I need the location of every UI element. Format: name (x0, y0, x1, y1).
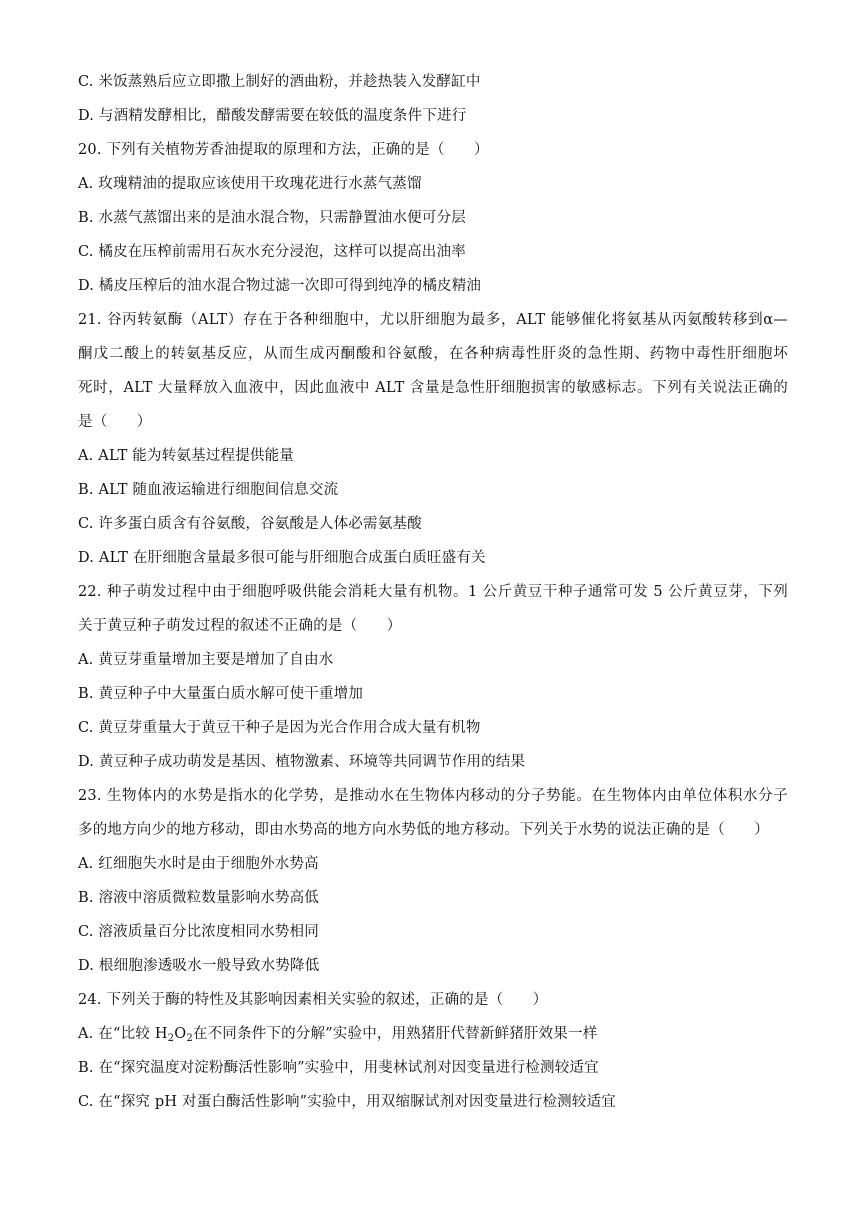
question-21-stem-line1: 21. 谷丙转氨酶（ALT）存在于各种细胞中，尤以肝细胞为最多，ALT 能够催化将氨基从丙氨酸转移到α— (78, 312, 788, 328)
option-22c: C. 黄豆芽重量大于黄豆干种子是因为光合作用合成大量有机物 (78, 720, 481, 736)
option-20d: D. 橘皮压榨后的油水混合物过滤一次即可得到纯净的橘皮精油 (78, 278, 482, 294)
question-23-stem-line1: 23. 生物体内的水势是指水的化学势，是推动水在生物体内移动的分子势能。在生物体内由单位体积水分子 (78, 788, 788, 804)
option-23a: A. 红细胞失水时是由于细胞外水势高 (78, 856, 319, 872)
option-21c: C. 许多蛋白质含有谷氨酸，谷氨酸是人体必需氨基酸 (78, 516, 422, 532)
option-23b: B. 溶液中溶质微粒数量影响水势高低 (78, 890, 319, 906)
option-19d: D. 与酒精发酵相比，醋酸发酵需要在较低的温度条件下进行 (78, 108, 467, 124)
option-19c: C. 米饭蒸熟后应立即撒上制好的酒曲粉，并趁热装入发酵缸中 (78, 74, 481, 90)
question-24-stem: 24. 下列关于酶的特性及其影响因素相关实验的叙述，正确的是（ ） (78, 992, 548, 1008)
question-21-stem-line4: 是（ ） (78, 414, 152, 430)
option-22d: D. 黄豆种子成功萌发是基因、植物激素、环境等共同调节作用的结果 (78, 754, 526, 770)
option-24a-part1: 在“比较 H (98, 1026, 168, 1042)
o-subscript: 2 (186, 1033, 193, 1044)
option-24a (78, 1024, 788, 1044)
option-20c: C. 橘皮在压榨前需用石灰水充分浸泡，这样可以提高出油率 (78, 244, 466, 260)
question-20-stem: 20. 下列有关植物芳香油提取的原理和方法，正确的是（ ） (78, 142, 489, 158)
option-20b: B. 水蒸气蒸馏出来的是油水混合物，只需静置油水便可分层 (78, 210, 466, 226)
option-22a: A. 黄豆芽重量增加主要是增加了自由水 (78, 652, 334, 668)
option-24a-prefix: A. (78, 1026, 99, 1042)
h-subscript: 2 (167, 1033, 175, 1044)
option-24a-part2: 在不同条件下的分解”实验中，用熟猪肝代替新鲜猪肝效果一样 (192, 1026, 598, 1042)
option-21b: B. ALT 随血液运输进行细胞间信息交流 (78, 482, 339, 498)
o-symbol: O (174, 1026, 187, 1042)
option-24b: B. 在“探究温度对淀粉酶活性影响”实验中，用斐林试剂对因变量进行检测较适宜 (78, 1060, 599, 1076)
option-21a: A. ALT 能为转氨基过程提供能量 (78, 448, 294, 464)
option-23d: D. 根细胞渗透吸水一般导致水势降低 (78, 958, 320, 974)
option-23c: C. 溶液质量百分比浓度相同水势相同 (78, 924, 319, 940)
question-21-stem-line2: 酮戊二酸上的转氨基反应，从而生成丙酮酸和谷氨酸，在各种病毒性肝炎的急性期、药物中毒性肝细胞坏 (78, 346, 788, 362)
option-22b: B. 黄豆种子中大量蛋白质水解可使干重增加 (78, 686, 364, 702)
question-23-stem-line2: 多的地方向少的地方移动，即由水势高的地方向水势低的地方移动。下列关于水势的说法正确的是（ ） (78, 822, 769, 838)
option-24c: C. 在“探究 pH 对蛋白酶活性影响”实验中，用双缩脲试剂对因变量进行检测较适宜 (78, 1094, 616, 1110)
option-20a: A. 玫瑰精油的提取应该使用干玫瑰花进行水蒸气蒸馏 (78, 176, 422, 192)
question-22-stem-line2: 关于黄豆种子萌发过程的叙述不正确的是（ ） (78, 618, 402, 634)
option-21d: D. ALT 在肝细胞含量最多很可能与肝细胞合成蛋白质旺盛有关 (78, 550, 486, 566)
question-22-stem-line1: 22. 种子萌发过程中由于细胞呼吸供能会消耗大量有机物。1 公斤黄豆干种子通常可发 5 公斤黄豆芽，下列 (78, 584, 788, 600)
question-21-stem-line3: 死时，ALT 大量释放入血液中，因此血液中 ALT 含量是急性肝细胞损害的敏感标志。下列有关说法正确的 (78, 380, 788, 396)
